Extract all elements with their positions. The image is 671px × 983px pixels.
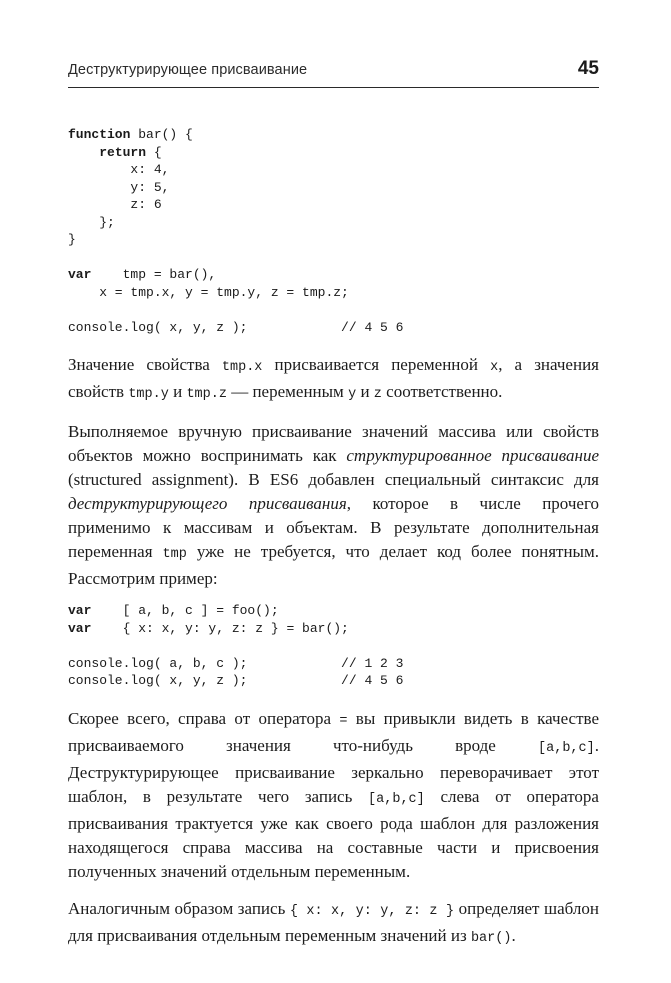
header-rule — [68, 87, 599, 88]
paragraph-object-pattern: Аналогичным образом запись { x: x, y: y, z: z } определяет шаблон для присваивания отдельным переменным значений из bar(). — [68, 898, 599, 946]
paragraph-structured-assignment: Выполняемое вручную присваивание значений массива или свойств объектов можно воспринимать как структурированное присваивание (structured assignment). В ES6 добавлен специальный синтаксис для деструктурирующего присваивания, которое в числе прочего применимо к массивам и объектам. В результате дополнительная переменная tmp уже не требуется, что делает код более понятным. Рассмотрим пример: — [68, 422, 600, 588]
page-header — [68, 58, 599, 80]
paragraph-tmp-explanation: Значение свойства tmp.x присваивается переменной x, а значения свойств tmp.y и tmp.z — переменным y и z соответственно. — [68, 355, 599, 402]
paragraph-pattern-explanation: Скорее всего, справа от оператора = вы привыкли видеть в качестве присваиваемого значения что-нибудь вроде [a,b,c]. Деструктурирующее присваивание зеркально переворачивает этот шаблон, в результате чего запись [a,b,c] слева от оператора присваивания трактуется уже как своего рода шаблон для разложения находящегося справа массива на составные части и присвоения полученных значений отдельным переменным. — [68, 708, 599, 881]
code-block-bar-function: function bar() { return { x: 4, y: 5, z: 6 }; } var tmp = bar(), x = tmp.x, y = tmp.y, z = tmp.z; console.log( x, y, z ); // 4 5 6 — [68, 127, 404, 335]
code-block-destructuring-example: var [ a, b, c ] = foo(); var { x: x, y: y, z: z } = bar(); console.log( a, b, c ); // 1 2 3 console.log( x, y, z ); // 4 5 6 — [68, 603, 404, 688]
page-number: 45 — [577, 58, 599, 79]
running-head: Деструктурирующее присваивание — [68, 62, 308, 78]
